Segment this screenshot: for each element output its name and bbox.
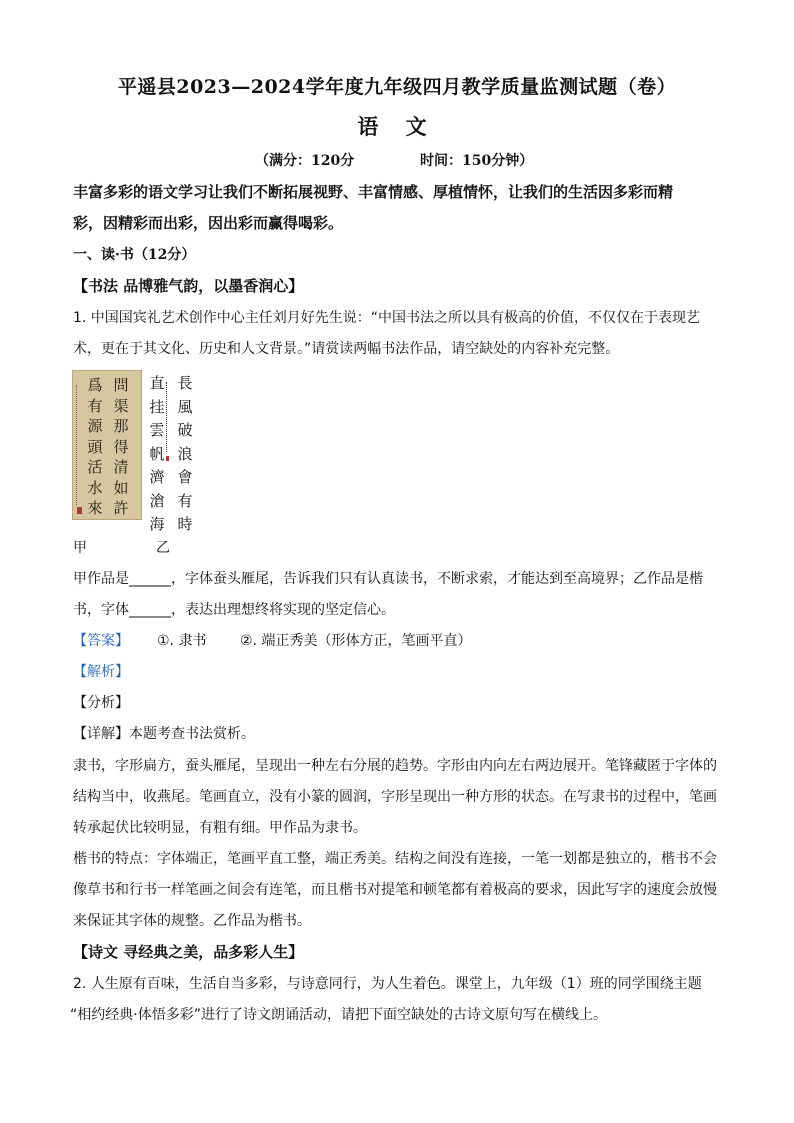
label-yi: 乙 <box>156 540 170 556</box>
explain-line-5: 像草书和行书一样笔画之间会有连笔，而且楷书对提笔和顿笔都有着极高的要求，因此写字的速度会放慢 <box>73 882 717 898</box>
answer-2: ②. 端正秀美（形体方正，笔画平直） <box>240 633 472 649</box>
q1-line-2: 术，更在于其文化、历史和人文背景。”请赏读两幅书法作品，请空缺处的内容补充完整。 <box>73 341 620 357</box>
calligraphy-a-inscription <box>76 385 82 505</box>
q1-fill-line-2: 书，字体______，表达出理想终将实现的坚定信心。 <box>73 602 395 618</box>
calligraphy-b-image <box>146 370 198 533</box>
answer-tag: 【答案】 <box>73 633 129 649</box>
exam-time: 时间：150分钟） <box>420 153 534 169</box>
full-score: （满分：120分 <box>255 153 355 169</box>
calligraphy-a-image <box>72 370 142 520</box>
detail-intro: 本题考查书法赏析。 <box>129 726 255 742</box>
intro-line-1: 丰富多彩的语文学习让我们不断拓展视野、丰富情感、厚植情怀，让我们的生活因多彩而精 <box>73 183 674 201</box>
calligraphy-a-col-1: 問渠那得清如許 <box>113 376 129 517</box>
seal-mark <box>77 507 82 514</box>
explain-line-1: 隶书，字形扁方，蚕头雁尾，呈现出一种左右分展的趋势。字形由内向左右两边展开。笔锋藏匿于字体的 <box>73 758 717 774</box>
section1-subsection: 【书法 品博雅气韵，以墨香润心】 <box>73 277 304 295</box>
explain-line-6: 来保证其字体的规整。乙作品为楷书。 <box>73 913 311 929</box>
calligraphy-b-col-1: 長風破浪會有時 <box>177 374 193 533</box>
exam-title: 平遥县2023—2024学年度九年级四月教学质量监测试题（卷） <box>117 76 677 98</box>
analysis-tag: 【解析】 <box>73 664 129 680</box>
detail-line <box>73 723 723 743</box>
section2-subsection: 【诗文 寻经典之美，品多彩人生】 <box>73 943 304 961</box>
explain-line-4: 楷书的特点：字体端正，笔画平直工整，端正秀美。结构之间没有连接，一笔一划都是独立的，楷书不会 <box>73 851 717 867</box>
answer-1: ①. 隶书 <box>157 633 207 649</box>
explain-line-2: 结构当中，收燕尾。笔画直立，没有小篆的圆润，字形呈现出一种方形的状态。在写隶书的过程中，笔画 <box>73 789 717 805</box>
calligraphy-b-inscription <box>166 382 169 452</box>
q2-line-1: 2. 人生原有百味，生活自当多彩，与诗意同行，为人生着色。课堂上，九年级（1）班的同学围绕主题 <box>73 976 702 992</box>
explain-line-3: 转承起伏比较明显，有粗有细。甲作品为隶书。 <box>73 820 367 836</box>
q2-line-2: “相约经典·体悟多彩”进行了诗文朗诵活动，请把下面空缺处的古诗文原句写在横线上。 <box>70 1007 607 1023</box>
q1-fill-line-1: 甲作品是______，字体蚕头雁尾，告诉我们只有认真读书，不断求索，才能达到至高境界；乙作品是楷 <box>73 571 703 587</box>
section1-title: 一、读·书（12分） <box>73 247 196 263</box>
q1-line-1: 1. 中国国宾礼艺术创作中心主任刘月好先生说：“中国书法之所以具有极高的价值，不仅仅在于表现艺 <box>73 310 701 326</box>
seal-mark <box>166 456 169 461</box>
detail-tag: 【详解】 <box>73 726 129 742</box>
calligraphy-a-col-2: 爲有源頭活水來 <box>87 376 103 517</box>
intro-line-2: 彩，因精彩而出彩，因出彩而赢得喝彩。 <box>73 214 344 232</box>
label-jia: 甲 <box>73 540 87 556</box>
calligraphy-b-col-2: 直挂雲帆濟滄海 <box>149 374 165 533</box>
fenxi-tag: 【分析】 <box>73 695 129 711</box>
subject-title: 语 文 <box>357 114 437 139</box>
